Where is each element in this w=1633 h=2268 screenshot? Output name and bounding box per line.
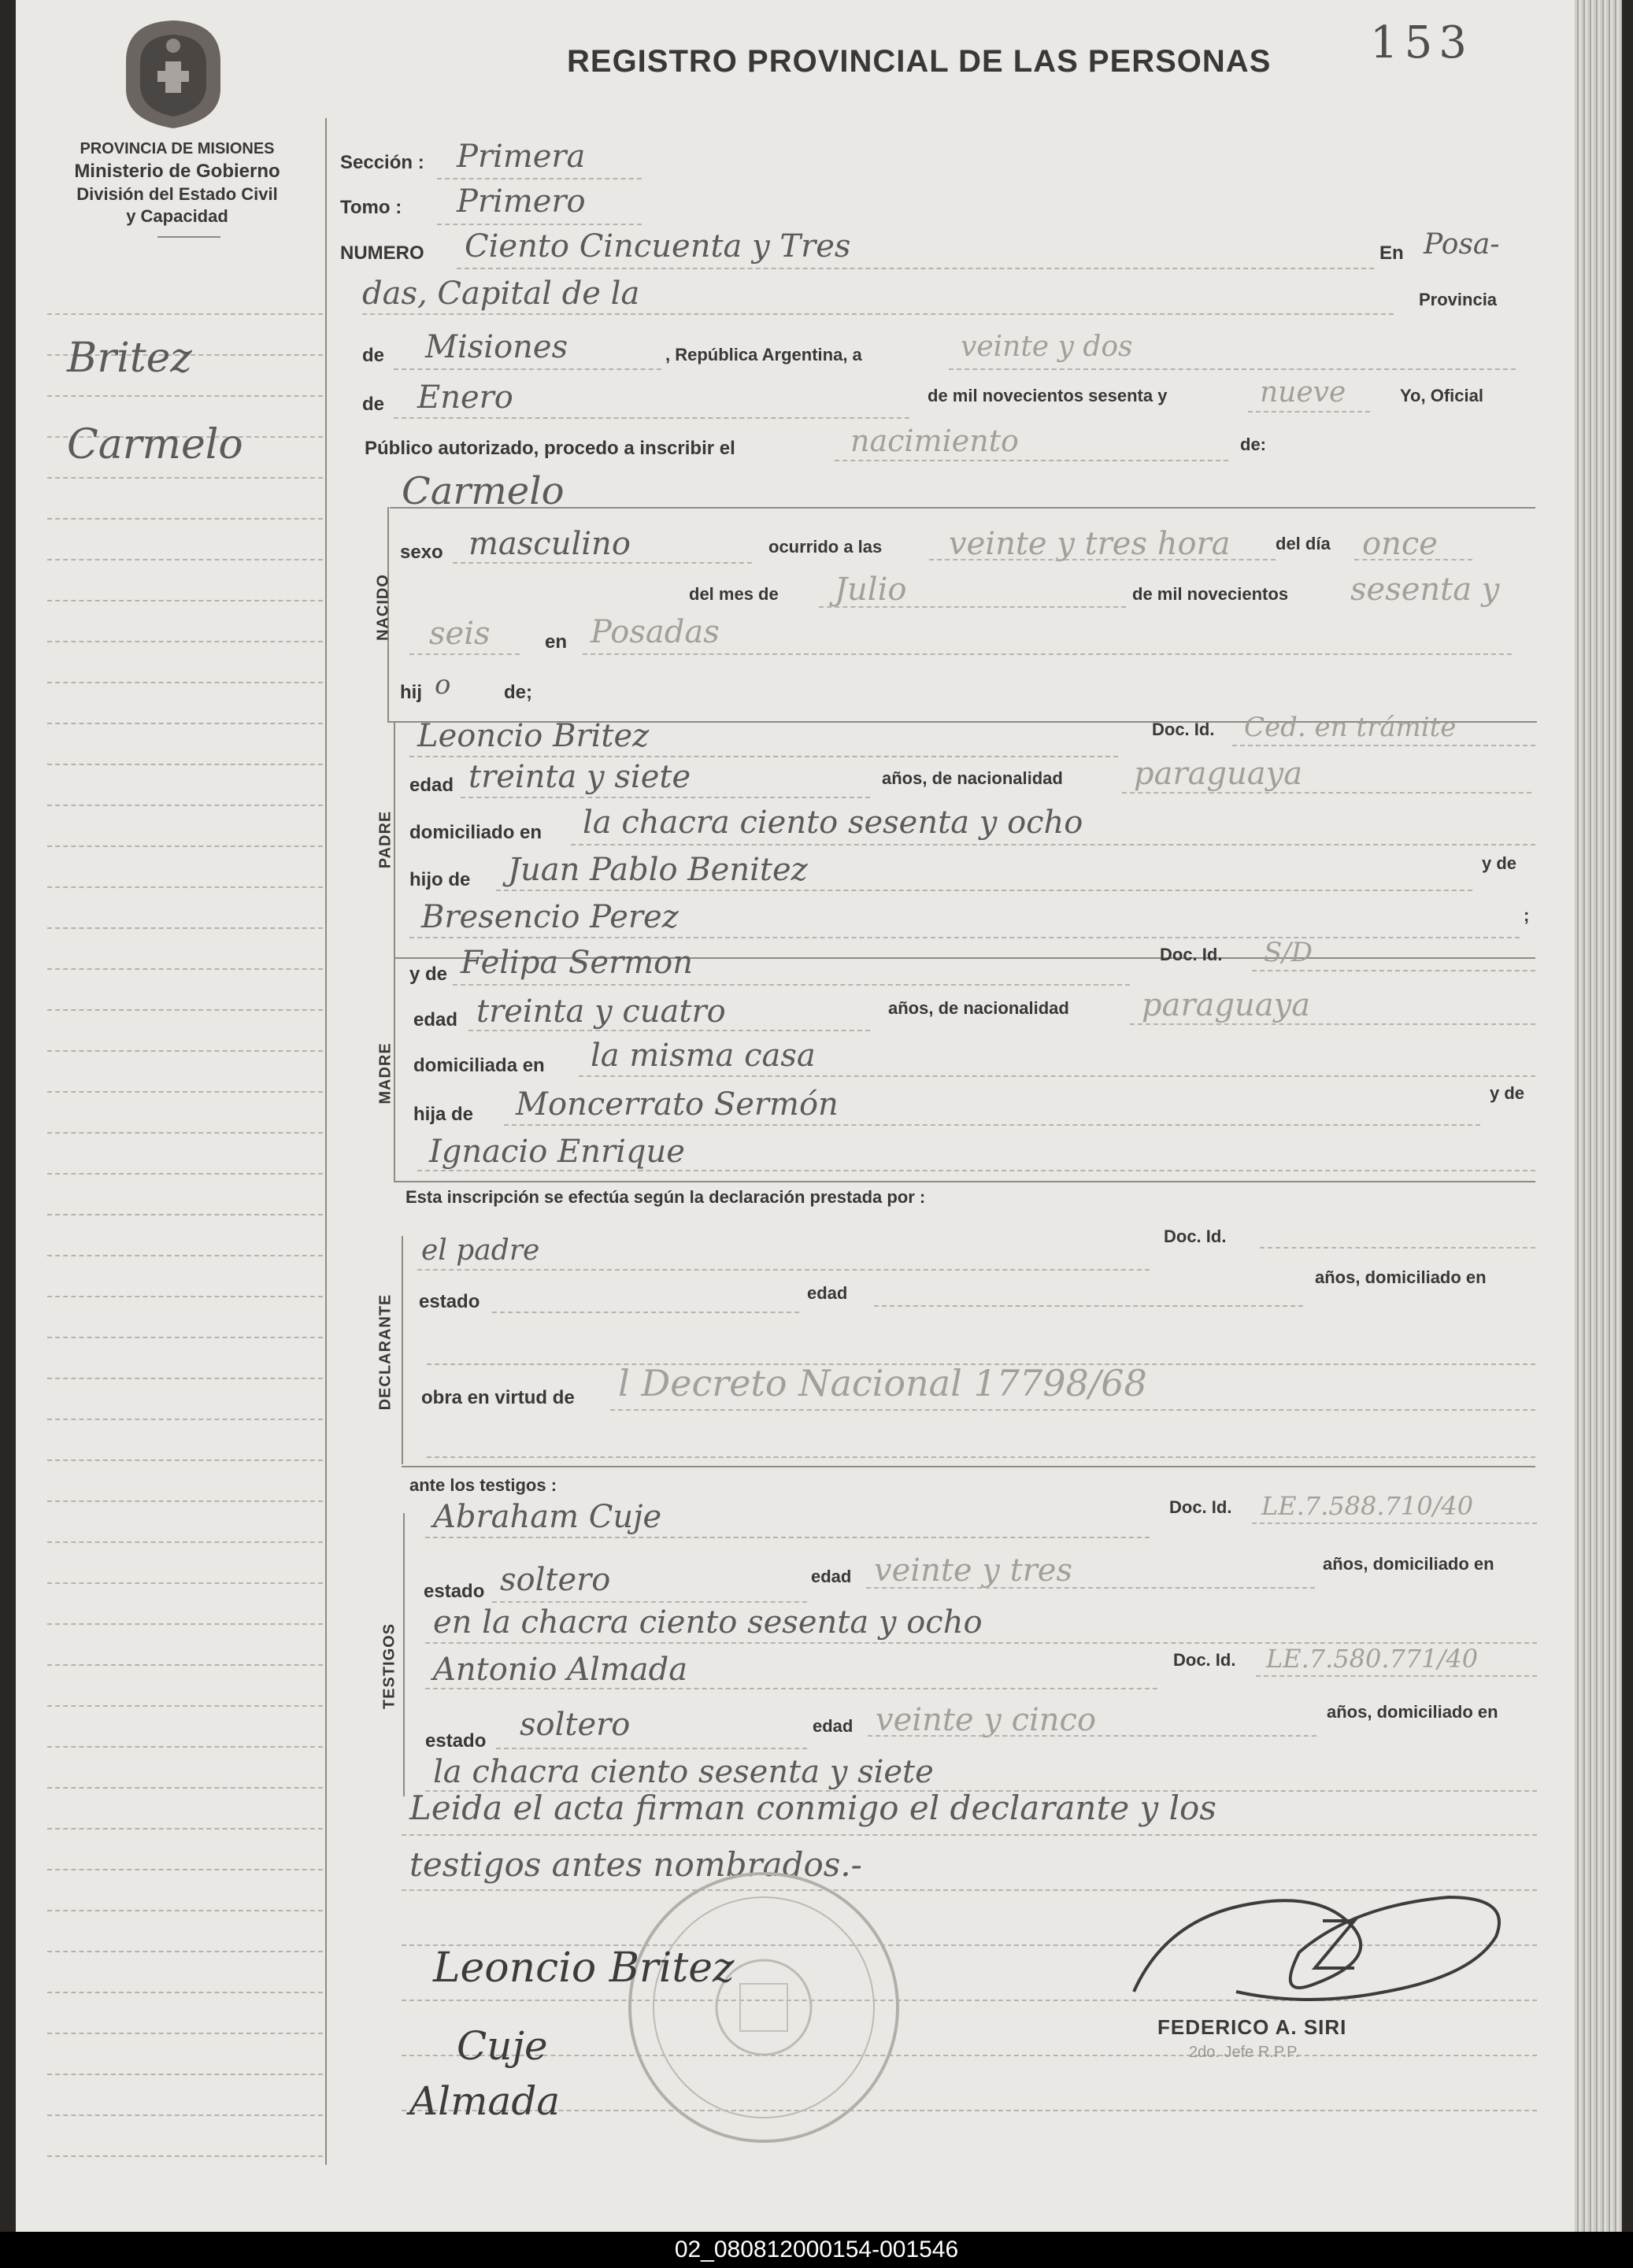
testigo2-doc-rule xyxy=(1256,1675,1537,1677)
declarante-domicilio-label: años, domiciliado en xyxy=(1315,1267,1487,1287)
padre-side-label: PADRE xyxy=(376,810,394,869)
tomo-rule xyxy=(437,224,642,225)
margin-rule xyxy=(47,1500,323,1502)
obra-label: obra en virtud de xyxy=(421,1387,575,1408)
padre-nac-rule xyxy=(1122,792,1531,794)
month-value: Enero xyxy=(417,379,513,416)
margin-rule xyxy=(47,723,323,724)
padre-domicilio: la chacra ciento sesenta y ocho xyxy=(583,805,1083,841)
authority-line-3: División del Estado Civil xyxy=(76,184,278,204)
en-label: En xyxy=(1379,242,1404,264)
declarante-doc-label: Doc. Id. xyxy=(1164,1226,1227,1246)
margin-rule xyxy=(47,1541,323,1543)
dia-rule xyxy=(1354,559,1472,561)
madre-doc-value: S/D xyxy=(1264,937,1313,968)
obra-rule-2 xyxy=(427,1456,1535,1458)
declarante-name: el padre xyxy=(421,1234,540,1267)
testigo1-name: Abraham Cuje xyxy=(433,1499,662,1535)
declarante-edad-rule xyxy=(874,1305,1303,1307)
madre-doc-rule xyxy=(1252,970,1535,971)
nacido-en-label: en xyxy=(545,631,568,653)
testigos-bracket xyxy=(403,1513,405,1796)
padre-edad-rule xyxy=(461,797,870,798)
margin-rule xyxy=(47,2155,323,2157)
margin-rule xyxy=(47,1255,323,1256)
testigo2-estado-label: estado xyxy=(425,1730,487,1752)
margin-rule xyxy=(47,1664,323,1666)
document-id-caption: 02_080812000154-001546 xyxy=(674,2237,959,2262)
padre-hijo-de-rule xyxy=(496,890,1472,891)
testigo2-doc: LE.7.580.771/40 xyxy=(1266,1644,1479,1674)
sexo-value: masculino xyxy=(468,526,631,562)
margin-rule xyxy=(47,1009,323,1011)
madre-y-de-label-2: y de xyxy=(1490,1083,1525,1103)
republica-label: , República Argentina, a xyxy=(665,345,862,364)
nacido-side-label: NACIDO xyxy=(374,574,392,641)
padre-semicolon: ; xyxy=(1524,905,1530,925)
margin-rule xyxy=(47,2074,323,2075)
margin-rule xyxy=(47,2033,323,2034)
year-word: nueve xyxy=(1260,376,1346,409)
testigo1-estado-rule xyxy=(492,1601,807,1603)
lugar-value: Posadas xyxy=(591,614,720,650)
seccion-value: Primera xyxy=(457,139,586,175)
margin-rule xyxy=(47,1951,323,1952)
declarante-doc-rule xyxy=(1260,1247,1535,1249)
padre-nacionalidad: paraguaya xyxy=(1134,756,1303,792)
padre-hijo-de: Juan Pablo Benitez xyxy=(508,852,808,888)
margin-rule xyxy=(47,395,323,397)
sexo-label: sexo xyxy=(400,542,443,563)
official-title: 2do. Jefe R.P.P. xyxy=(1189,2044,1300,2061)
testigo1-dom-label: años, domiciliado en xyxy=(1323,1554,1494,1574)
madre-domicilio-rule xyxy=(579,1075,1535,1077)
de-label: de xyxy=(362,345,385,366)
padre-edad-label: edad xyxy=(409,775,454,796)
margin-rule xyxy=(47,927,323,929)
margin-rule xyxy=(47,968,323,970)
testigo2-name-rule xyxy=(425,1688,1157,1689)
anio2-rule xyxy=(409,653,520,655)
de-label-2: de xyxy=(362,394,385,415)
testigo1-doc-rule xyxy=(1252,1522,1537,1524)
province-rule xyxy=(394,368,661,370)
official-seal-icon xyxy=(622,1866,905,2149)
testigo1-doc-label: Doc. Id. xyxy=(1169,1497,1232,1517)
official-signature-icon xyxy=(1118,1874,1527,2031)
day-value: veinte y dos xyxy=(961,331,1133,363)
day-rule xyxy=(949,368,1516,370)
obra-value: l Decreto Nacional 17798/68 xyxy=(618,1362,1147,1404)
closing-line-1: Leida el acta firman conmigo el declarante y los xyxy=(409,1789,1216,1827)
testigos-side-label: TESTIGOS xyxy=(380,1622,398,1710)
child-name: Carmelo xyxy=(402,469,565,513)
padre-hijo-de-label: hijo de xyxy=(409,869,471,890)
padre-domicilio-label: domiciliado en xyxy=(409,822,542,843)
hijo-label-a: hij xyxy=(400,682,422,703)
margin-rule xyxy=(47,477,323,479)
margin-rule xyxy=(47,1869,323,1870)
testigo1-estado-label: estado xyxy=(424,1581,485,1602)
sexo-rule xyxy=(453,562,752,564)
padre-name: Leoncio Britez xyxy=(417,718,650,754)
declarante-edad-label: edad xyxy=(807,1283,848,1303)
margin-rule xyxy=(47,1337,323,1338)
madre-y-de-label: y de xyxy=(409,964,448,985)
margin-rule xyxy=(47,1050,323,1052)
publico-label: Público autorizado, procedo a inscribir el xyxy=(365,438,735,459)
margin-rule xyxy=(47,764,323,765)
padre-doc-label: Doc. Id. xyxy=(1152,720,1215,739)
authority-line-1: PROVINCIA DE MISIONES xyxy=(80,140,275,157)
closing-line-2: testigos antes nombrados.- xyxy=(409,1845,862,1884)
madre-domicilio: la misma casa xyxy=(591,1038,816,1074)
declarante-intro: Esta inscripción se efectúa según la declaración prestada por : xyxy=(405,1187,926,1207)
margin-rule xyxy=(47,682,323,683)
authority-underline xyxy=(157,236,220,238)
madre-edad-value: treinta y cuatro xyxy=(476,993,726,1030)
madre-edad-label: edad xyxy=(413,1009,458,1030)
padre-doc-value: Ced. en trámite xyxy=(1244,712,1457,743)
margin-rule xyxy=(47,805,323,806)
testigo2-dom-label: años, domiciliado en xyxy=(1327,1702,1498,1722)
madre-bottom-rule xyxy=(394,1181,1535,1182)
act-type-rule xyxy=(835,460,1228,461)
madre-side-label: MADRE xyxy=(376,1042,394,1104)
madre-edad-rule xyxy=(468,1030,870,1031)
testigo2-estado-rule xyxy=(496,1748,807,1749)
padre-name-rule xyxy=(409,756,1118,757)
month-rule xyxy=(394,417,909,419)
padre-y-de-label: y de xyxy=(1482,853,1517,873)
lugar-rule xyxy=(583,653,1512,655)
testigo1-name-rule xyxy=(425,1537,1150,1538)
declarante-bottom-rule xyxy=(402,1466,1535,1467)
closing-rule-5 xyxy=(402,2055,1537,2056)
testigo1-edad-rule xyxy=(866,1587,1315,1589)
padre-edad-value: treinta y siete xyxy=(468,759,691,795)
authority-line-4: y Capacidad xyxy=(126,206,228,226)
margin-rule xyxy=(47,1132,323,1134)
testigo2-name: Antonio Almada xyxy=(433,1652,688,1688)
mil-label: de mil novecientos xyxy=(1132,584,1289,604)
page-edges xyxy=(1575,0,1622,2232)
margin-rule xyxy=(47,641,323,642)
closing-rule-1 xyxy=(402,1834,1537,1836)
margin-rule xyxy=(47,1378,323,1379)
margin-rule xyxy=(47,559,323,561)
act-type-value: nacimiento xyxy=(850,424,1019,458)
madre-hija-de-label: hija de xyxy=(413,1104,474,1125)
testigo2-doc-label: Doc. Id. xyxy=(1173,1650,1236,1670)
official-name: FEDERICO A. SIRI xyxy=(1157,2015,1347,2039)
authority-line-2: Ministerio de Gobierno xyxy=(74,161,280,182)
margin-rule xyxy=(47,1419,323,1420)
margin-divider xyxy=(325,118,327,2165)
anio2-value: seis xyxy=(429,616,491,652)
margin-rule xyxy=(47,1460,323,1461)
margin-rule xyxy=(47,1910,323,1911)
margin-rule xyxy=(47,600,323,601)
tomo-value: Primero xyxy=(457,183,586,220)
place-part2: das, Capital de la xyxy=(362,276,640,312)
margin-rule xyxy=(47,1173,323,1175)
place-rule xyxy=(362,313,1394,315)
margin-rule xyxy=(47,1296,323,1297)
year-label: de mil novecientos sesenta y xyxy=(928,386,1168,405)
anio-value: sesenta y xyxy=(1350,572,1500,608)
madre-name-rule xyxy=(453,984,1130,986)
madre-nac-label: años, de nacionalidad xyxy=(888,998,1069,1018)
padre-y-de-rule xyxy=(409,937,1520,938)
madre-name: Felipa Sermon xyxy=(461,945,693,981)
del-dia-label: del día xyxy=(1276,534,1331,553)
declarante-estado-rule xyxy=(492,1312,799,1313)
seccion-label: Sección : xyxy=(340,152,424,173)
madre-y-de: Ignacio Enrique xyxy=(429,1134,685,1170)
margin-rule xyxy=(47,518,323,520)
testigo2-estado: soltero xyxy=(520,1707,631,1743)
testigo2-edad-rule xyxy=(868,1735,1316,1737)
oficial-label: Yo, Oficial xyxy=(1400,386,1483,405)
madre-domicilio-label: domiciliada en xyxy=(413,1055,545,1076)
padre-y-de: Bresencio Perez xyxy=(421,899,679,935)
mes-value: Julio xyxy=(835,572,907,608)
margin-rule xyxy=(47,1705,323,1707)
margin-rule xyxy=(47,1214,323,1215)
register-page xyxy=(16,0,1598,2232)
padre-domicilio-rule xyxy=(571,844,1535,845)
madre-y-de-rule xyxy=(417,1170,1535,1171)
province-value: Misiones xyxy=(425,329,568,365)
padre-doc-rule xyxy=(1232,745,1535,746)
year-rule xyxy=(1248,411,1370,413)
margin-rule xyxy=(47,1091,323,1093)
mes-label: del mes de xyxy=(689,584,779,604)
testigo1-estado: soltero xyxy=(500,1562,611,1598)
margin-rule xyxy=(47,845,323,847)
testigo2-domicilio: la chacra ciento sesenta y siete xyxy=(433,1754,934,1790)
madre-doc-label: Doc. Id. xyxy=(1160,945,1223,964)
testigos-intro: ante los testigos : xyxy=(409,1475,557,1495)
declarante-bracket xyxy=(402,1236,403,1464)
testigo1-doc: LE.7.588.710/40 xyxy=(1261,1491,1474,1521)
father-signature: Leoncio Britez xyxy=(433,1944,735,1992)
child-name-rule xyxy=(390,507,1535,509)
margin-rule xyxy=(47,886,323,888)
page-number: 153 xyxy=(1370,17,1473,68)
witness1-signature: Cuje xyxy=(457,2023,548,2069)
margin-rule xyxy=(47,1828,323,1830)
place-part1: Posa- xyxy=(1424,228,1500,261)
margin-rule xyxy=(47,1746,323,1748)
margin-surname: Britez xyxy=(67,335,192,382)
numero-value: Ciento Cincuenta y Tres xyxy=(465,228,851,265)
declarante-estado-label: estado xyxy=(419,1291,480,1312)
margin-rule xyxy=(47,1623,323,1625)
ocurrido-label: ocurrido a las xyxy=(768,537,883,557)
margin-rule xyxy=(47,1787,323,1789)
provincia-label: Provincia xyxy=(1419,290,1498,309)
mes-rule xyxy=(819,606,1126,608)
madre-hija-de: Moncerrato Sermón xyxy=(516,1086,839,1123)
closing-rule-6 xyxy=(402,2110,1537,2111)
margin-given-name: Carmelo xyxy=(67,421,243,468)
margin-rule xyxy=(47,313,323,315)
coat-of-arms-icon xyxy=(110,14,236,132)
madre-hija-de-rule xyxy=(504,1124,1480,1126)
page-title: REGISTRO PROVINCIAL DE LAS PERSONAS xyxy=(567,44,1272,79)
testigo1-edad: veinte y tres xyxy=(874,1552,1072,1589)
margin-rule xyxy=(47,2114,323,2116)
seccion-rule xyxy=(437,178,642,179)
padre-nac-label: años, de nacionalidad xyxy=(882,768,1063,788)
testigo1-edad-label: edad xyxy=(811,1567,852,1586)
hora-rule xyxy=(929,559,1276,561)
testigo2-edad-label: edad xyxy=(813,1716,854,1736)
hora-value: veinte y tres hora xyxy=(949,526,1231,562)
de-colon-label: de: xyxy=(1240,435,1266,454)
witness2-signature: Almada xyxy=(409,2078,561,2124)
hijo-suffix: o xyxy=(435,669,451,701)
tomo-label: Tomo : xyxy=(340,197,402,218)
numero-label: NUMERO xyxy=(340,242,424,264)
margin-rule xyxy=(47,1992,323,1993)
declarante-side-label: DECLARANTE xyxy=(376,1293,394,1411)
margin-rule xyxy=(47,1582,323,1584)
hijo-label-b: de; xyxy=(504,682,532,703)
dia-value: once xyxy=(1362,526,1438,562)
declarante-name-rule xyxy=(417,1269,1150,1271)
testigo2-edad: veinte y cinco xyxy=(876,1702,1097,1738)
madre-nacionalidad: paraguaya xyxy=(1142,987,1311,1023)
numero-rule xyxy=(457,268,1374,269)
testigo1-domicilio: en la chacra ciento sesenta y ocho xyxy=(433,1604,983,1641)
madre-nac-rule xyxy=(1130,1023,1535,1025)
obra-rule xyxy=(610,1409,1535,1411)
